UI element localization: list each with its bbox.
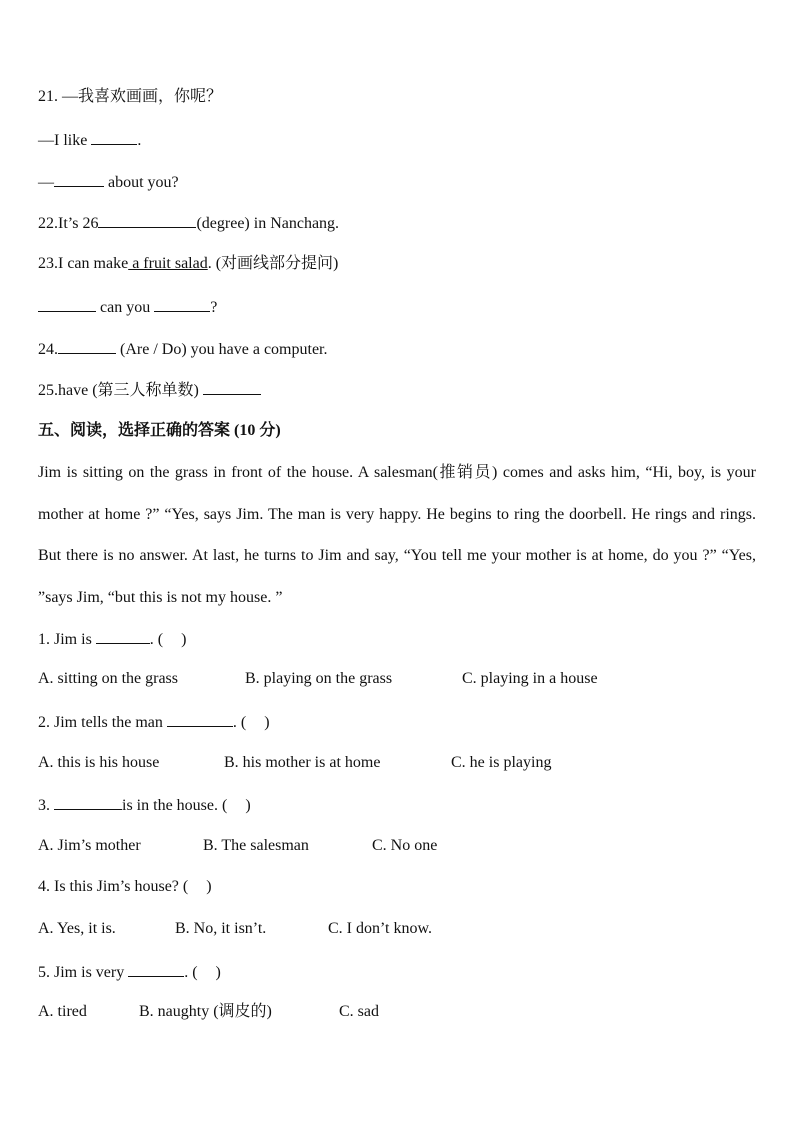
q23-pre: 23.I can make	[38, 255, 129, 272]
mc-question-3-pre: 3.	[38, 797, 54, 814]
q21-prompt	[38, 87, 222, 107]
section5-score: (10 分)	[234, 422, 281, 439]
option-3b[interactable]: B. The salesman	[203, 837, 309, 854]
option-5c[interactable]: C. sad	[339, 1003, 379, 1020]
mc-question-3-post: is in the house. (	[122, 797, 228, 814]
q23-blank-1[interactable]	[38, 296, 96, 312]
q24-pre: 24.	[38, 341, 58, 358]
mc-question-5	[38, 961, 221, 983]
q21-line2-post: about you?	[104, 174, 179, 191]
mc-question-4	[38, 877, 212, 897]
mc-question-5-close: )	[215, 964, 221, 981]
mc-question-1-close: )	[181, 631, 187, 648]
q22	[38, 212, 339, 234]
option-2a[interactable]: A. this is his house	[38, 754, 160, 771]
mc-question-1-options	[38, 669, 598, 689]
reading-passage: Jim is sitting on the grass in front of the house. A salesman(推销员) comes and asks him, “Hi, boy, is your mother at home ?” “Yes, says Jim. The man is very happy. He begins to ring the doorbell. He rings and rings. But there is no answer. At last, he turns to Jim and say, “You tell me your mother is at home, do you ?” “Yes, ”says Jim, “but this is not my house. ”	[38, 464, 756, 606]
mc-question-3-blank[interactable]	[54, 794, 122, 810]
mc-question-3-options	[38, 836, 437, 856]
q21-line2-pre: —	[38, 174, 54, 191]
q24	[38, 338, 327, 360]
mc-question-4-pre: 4. Is this Jim’s house? (	[38, 878, 189, 895]
mc-question-1-pre: 1. Jim is	[38, 631, 96, 648]
q22-blank[interactable]	[98, 212, 196, 228]
q21-line1-pre: —I like	[38, 132, 92, 149]
mc-question-1	[38, 628, 186, 650]
option-2b[interactable]: B. his mother is at home	[224, 754, 381, 771]
option-3a[interactable]: A. Jim’s mother	[38, 837, 141, 854]
q25	[38, 379, 261, 401]
q25-text: 25.have (第三人称单数)	[38, 382, 203, 399]
option-4a[interactable]: A. Yes, it is.	[38, 920, 116, 937]
q21-blank-1[interactable]	[91, 129, 137, 145]
mc-question-5-post: . (	[184, 964, 198, 981]
q23-line2-mid: can you	[100, 299, 155, 316]
mc-question-5-blank[interactable]	[128, 961, 184, 977]
option-4b[interactable]: B. No, it isn’t.	[175, 920, 267, 937]
mc-question-1-post: . (	[149, 631, 164, 648]
option-2c[interactable]: C. he is playing	[451, 754, 552, 771]
option-1b[interactable]: B. playing on the grass	[245, 670, 393, 687]
q21-line1	[38, 129, 141, 151]
option-3c[interactable]: C. No one	[372, 837, 438, 854]
q23-line2-post: ?	[210, 299, 218, 316]
mc-question-5-options	[38, 1002, 379, 1022]
q21-blank-2[interactable]	[54, 171, 104, 187]
option-1c[interactable]: C. playing in a house	[462, 670, 598, 687]
option-5a[interactable]: A. tired	[38, 1003, 87, 1020]
option-4c[interactable]: C. I don’t know.	[328, 920, 432, 937]
q24-blank[interactable]	[58, 338, 116, 354]
mc-question-4-options	[38, 919, 432, 939]
q24-post: (Are / Do) you have a computer.	[116, 341, 328, 358]
q23-blank-2[interactable]	[154, 296, 210, 312]
mc-question-2-post: . (	[232, 714, 247, 731]
mc-question-4-close: )	[206, 878, 212, 895]
section5-title: 五、阅读，选择正确的答案	[38, 422, 231, 439]
q23-post: . (对画线部分提问)	[207, 255, 339, 272]
mc-question-3-close: )	[245, 797, 251, 814]
mc-question-2	[38, 711, 270, 733]
mc-question-3	[38, 794, 251, 816]
mc-question-5-pre: 5. Jim is very	[38, 964, 129, 981]
q23-underlined-phrase: a fruit salad	[128, 255, 208, 272]
q21-line1-post: .	[137, 132, 142, 149]
q22-pre: 22.It’s 26	[38, 215, 99, 232]
mc-question-2-options	[38, 753, 551, 773]
option-5b[interactable]: B. naughty (调皮的)	[139, 1003, 272, 1020]
mc-question-2-blank[interactable]	[167, 711, 233, 727]
q25-blank[interactable]	[203, 379, 261, 395]
mc-question-2-pre: 2. Jim tells the man	[38, 714, 167, 731]
mc-question-1-blank[interactable]	[96, 628, 150, 644]
q23	[38, 254, 338, 274]
option-1a[interactable]: A. sitting on the grass	[38, 670, 178, 687]
q21-line2	[38, 171, 179, 193]
q22-post: (degree) in Nanchang.	[196, 215, 340, 232]
section5-heading	[38, 421, 281, 441]
mc-question-2-close: )	[264, 714, 270, 731]
q23-line2	[38, 296, 217, 318]
q21-prompt-text: 21. —我喜欢画画，你呢？	[38, 88, 223, 105]
